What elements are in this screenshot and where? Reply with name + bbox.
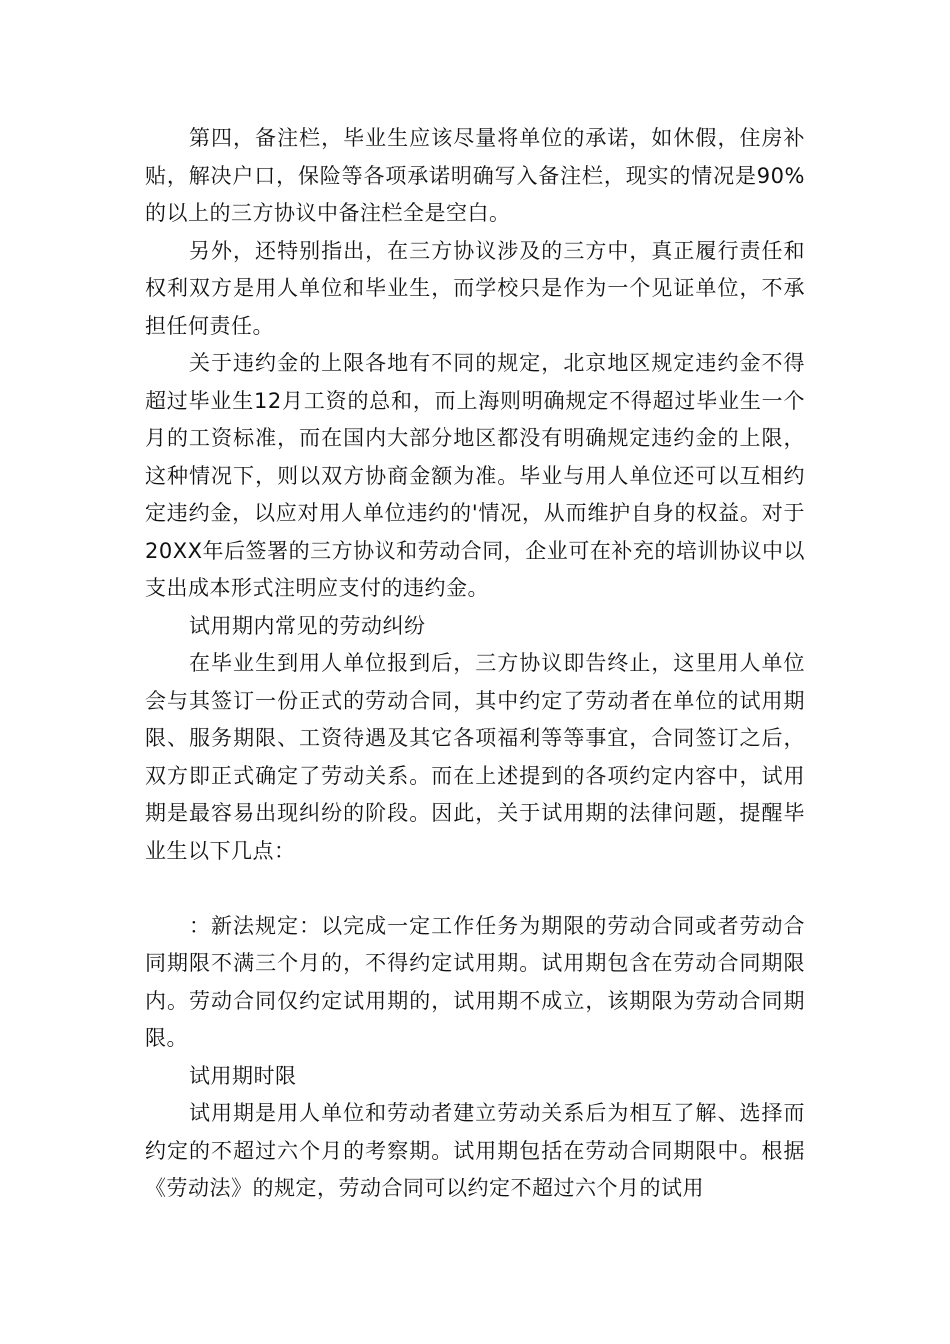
paragraph-remarks-column: 第四，备注栏，毕业生应该尽量将单位的承诺，如休假，住房补贴，解决户口，保险等各项承诺明确写入备注栏，现实的情况是90%的以上的三方协议中备注栏全是空白。	[145, 126, 805, 225]
paragraph-school-role: 另外，还特别指出，在三方协议涉及的三方中，真正履行责任和权利双方是用人单位和毕业生，而学校只是作为一个见证单位，不承担任何责任。	[145, 238, 805, 338]
heading-probation-disputes: 试用期内常见的劳动纠纷	[189, 613, 426, 638]
blank-line	[145, 870, 805, 908]
paragraph-new-law: ：新法规定：以完成一定工作任务为期限的劳动合同或者劳动合同期限不满三个月的，不得约定试用期。试用期包含在劳动合同期限内。劳动合同仅约定试用期的，试用期不成立，该期限为劳动合同期限。	[145, 913, 805, 1050]
paragraph-penalty-limit: 关于违约金的上限各地有不同的规定，北京地区规定违约金不得超过毕业生12月工资的总和，而上海则明确规定不得超过毕业生一个月的工资标准，而在国内大部分地区都没有明确规定违约金的上限，这种情况下，则以双方协商金额为准。毕业与用人单位还可以互相约定违约金，以应对用人单位违约的'情况，从而维护自身的权益。对于20XX年后签署的三方协议和劳动合同，企业可在补充的培训协议中以支出成本形式注明应支付的违约金。	[145, 351, 805, 600]
document-body	[145, 120, 805, 1208]
heading-probation-period-limit: 试用期时限	[189, 1063, 297, 1088]
paragraph-probation-definition: 试用期是用人单位和劳动者建立劳动关系后为相互了解、选择而约定的不超过六个月的考察期。试用期包括在劳动合同期限中。根据《劳动法》的规定，劳动合同可以约定不超过六个月的试用	[145, 1101, 805, 1200]
paragraph-labor-contract: 在毕业生到用人单位报到后，三方协议即告终止，这里用人单位会与其签订一份正式的劳动合同，其中约定了劳动者在单位的试用期限、服务期限、工资待遇及其它各项福利等等事宜，合同签订之后，双方即正式确定了劳动关系。而在上述提到的各项约定内容中，试用期是最容易出现纠纷的阶段。因此，关于试用期的法律问题，提醒毕业生以下几点：	[145, 651, 805, 863]
